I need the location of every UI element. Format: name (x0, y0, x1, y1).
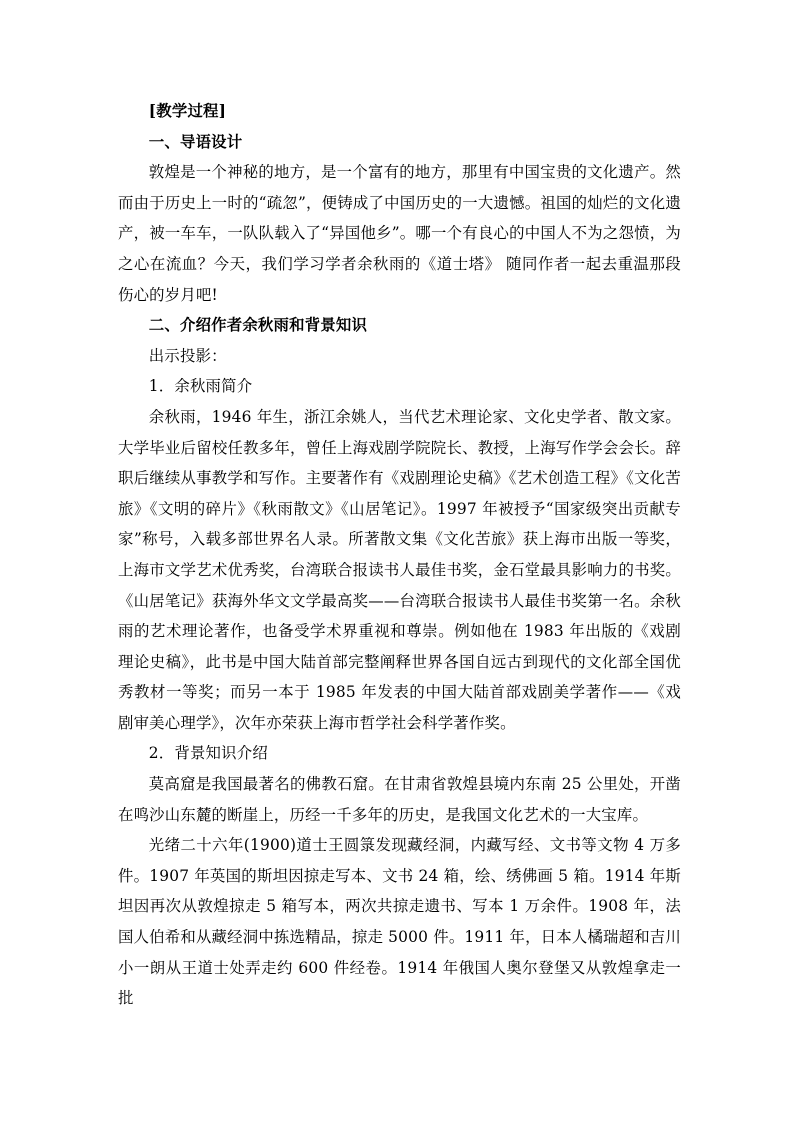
paragraph-mogao-caves: 莫高窟是我国最著名的佛教石窟。在甘肃省敦煌县境内东南 25 公里处，开凿在鸣沙山东麓的断崖上，历经一千多年的历史，是我国文化艺术的一大宝库。 (118, 775, 681, 824)
section-heading-author-background: 二、介绍作者余秋雨和背景知识 (148, 316, 368, 335)
subheading-author-bio: 1．余秋雨简介 (148, 377, 253, 396)
subheading-background-knowledge: 2．背景知识介绍 (148, 744, 268, 763)
section-heading-intro-design: 一、导语设计 (148, 132, 243, 151)
paragraph-author-bio: 余秋雨，1946 年生，浙江余姚人，当代艺术理论家、文化史学者、散文家。大学毕业后留校任教多年，曾任上海戏剧学院院长、教授，上海写作学会会长。辞职后继续从事教学和写作。主要著作有《戏剧理论史稿》《艺术创造工程》《文化苦旅》《文明的碎片》《秋雨散文》《山居笔记》。1997 年被授予“国家级突出贡献专家”称号，入载多部世界名人录。所著散文集《文化苦旅》获上海市出版一等奖，上海市文学艺术优秀奖，台湾联合报读书人最佳书奖，金石堂最具影响力的书奖。《山居笔记》获海外华文文学最高奖——台湾联合报读书人最佳书奖第一名。余秋雨的艺术理论著作，也备受学术界重视和尊崇。例如他在 1983 年出版的《戏剧理论史稿》，此书是中国大陆首部完整阐释世界各国自远古到现代的文化部全国优秀教材一等奖；而另一本于 1985 年发表的中国大陆首部戏剧美学著作——《戏剧审美心理学》，次年亦荣获上海市哲学社会科学著作奖。 (118, 407, 681, 732)
paragraph-show-projection: 出示投影： (148, 346, 227, 365)
section-heading-teaching-process: [教学过程] (148, 102, 227, 120)
paragraph-intro-text: 敦煌是一个神秘的地方，是一个富有的地方，那里有中国宝贵的文化遗产。然而由于历史上一时的“疏忽”，便铸成了中国历史的一大遗憾。祖国的灿烂的文化遗产，被一车车，一队队载入了“异国他乡”。哪一个有良心的中国人不为之怨愤，为之心在流血？今天，我们学习学者余秋雨的《道士塔》 随同作者一起去重温那段伤心的岁月吧! (118, 163, 681, 304)
document-body (118, 96, 681, 1014)
paragraph-library-cave-history: 光绪二十六年(1900)道士王圆箓发现藏经洞，内藏写经、文书等文物 4 万多件。1907 年英国的斯坦因掠走写本、文书 24 箱，绘、绣佛画 5 箱。1914 年斯坦因再次从敦煌掠走 5 箱写本，两次共掠走遗书、写本 1 万余件。1908 年，法国人伯希和从藏经洞中拣选精品，掠走 5000 件。1911 年，日本人橘瑞超和吉川小一朗从王道士处弄走约 600 件经卷。1914 年俄国人奥尔登堡又从敦煌拿走一批 (118, 836, 681, 1008)
